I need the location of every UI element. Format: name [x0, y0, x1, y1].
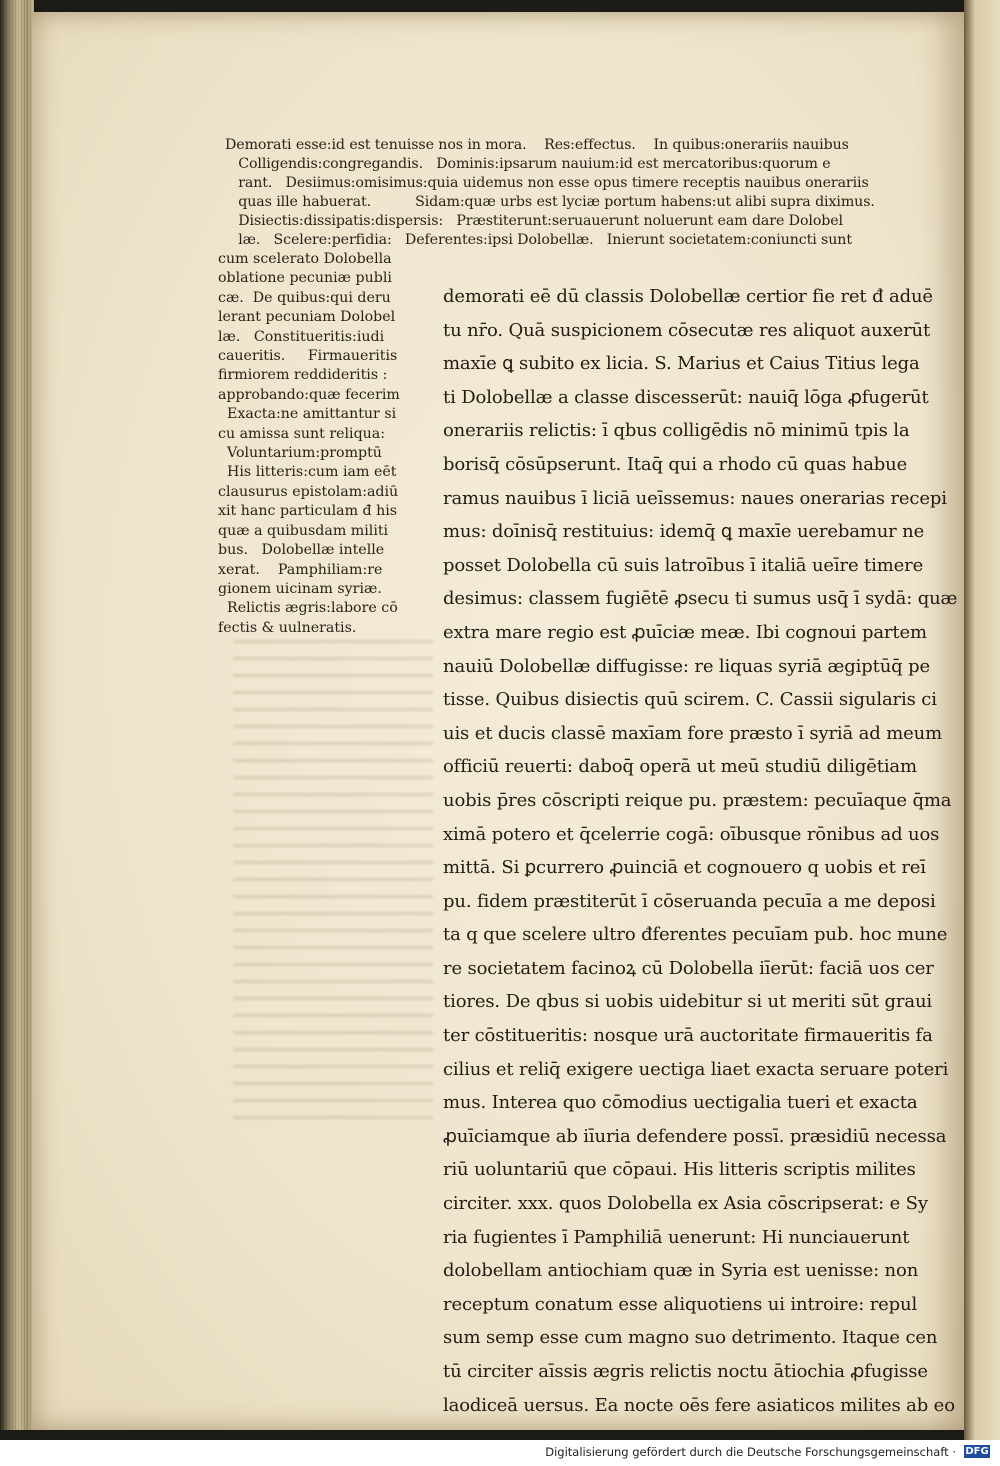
text-line: ter cōstitueritis: nosque urā auctoritate firmaueritis fa [443, 1025, 933, 1047]
text-line: cilius et reliq̄ exigere uectiga liaet exacta seruare poteri [443, 1058, 949, 1080]
funding-notice: Digitalisierung gefördert durch die Deutsche Forschungsgemeinschaft · [545, 1445, 956, 1459]
show-through-text [233, 640, 433, 1120]
commentary-line: xit hanc particulam đ his [218, 503, 398, 520]
commentary-line: firmiorem reddideritis : [218, 367, 388, 384]
main-text-column [443, 280, 958, 1422]
text-line: tiores. De qbus si uobis uidebitur si ut meriti sūt graui [443, 991, 933, 1013]
text-line: posset Dolobella cū suis latroībus ī italiā ueīre timere [443, 554, 924, 576]
commentary-top-block [225, 136, 910, 250]
commentary-line: Exacta:ne amittantur si [218, 406, 397, 423]
text-line: receptum conatum esse aliquotiens ui introire: repul [443, 1293, 918, 1315]
commentary-line: cu amissa sunt reliqua: [218, 425, 386, 442]
commentary-line: rant. Desiimus:omisimus:quia uidemus non esse opus timere receptis nauibus onerariis [225, 175, 869, 191]
text-line: tisse. Quibus disiectis quū scirem. C. Cassii sigularis ci [443, 689, 937, 711]
commentary-line: gionem uicinam syriæ. [218, 580, 382, 597]
text-line: onerariis relictis: ī qbus colligēdis nō minimū tpis la [443, 420, 910, 442]
commentary-line: bus. Dolobellæ intelle [218, 542, 385, 559]
commentary-line: lerant pecuniam Dolobel [218, 309, 396, 326]
text-line: demorati eē dū classis Dolobellæ certior fie ret đ aduē [443, 286, 933, 307]
text-line: mittā. Si ꝑcurrero ꝓuinciā et cognouero q uobis et reī [443, 857, 926, 879]
text-line: dolobellam antiochiam quæ in Syria est uenisse: non [443, 1260, 919, 1282]
commentary-line: clausurus epistolam:adiū [218, 483, 399, 500]
text-line: sum semp esse cum magno suo detrimento. Itaque cen [443, 1327, 938, 1349]
dfg-logo [962, 1444, 992, 1459]
commentary-line: approbando:quæ fecerim [218, 386, 400, 403]
footer-bar [0, 1440, 1000, 1466]
text-line: re societatem facinoꝝ cū Dolobella iīerūt: faciā uos cer [443, 957, 934, 979]
book-edge [0, 0, 34, 1430]
commentary-line: cum scelerato Dolobella [218, 251, 392, 267]
commentary-line: His litteris:cum iam eēt [218, 464, 397, 481]
commentary-line: quæ a quibusdam militi [218, 522, 389, 539]
commentary-line: Voluntarium:promptū [218, 445, 382, 462]
text-line: circiter. xxx. quos Dolobella ex Asia cōscripserat: e Sy [443, 1193, 928, 1215]
text-line: desimus: classem fugiētē ꝓsecu ti sumus usq̄ ī sydā: quæ [443, 588, 958, 610]
text-line: pu. fidem præstiterūt ī cōseruanda pecuīa a me deposi [443, 890, 936, 912]
text-line: ramus nauibus ī liciā ueīssemus: naues onerarias recepi [443, 487, 947, 509]
text-line: ta q que scelere ultro đferentes pecuīam pub. hoc mune [443, 924, 948, 946]
text-line: laodiceā uersus. Ea nocte oēs fere asiaticos milites ab eo [443, 1394, 955, 1416]
commentary-line: xerat. Pamphiliam:re [218, 561, 383, 578]
commentary-line: Disiectis:dissipatis:dispersis: Præstiterunt:seruauerunt noluerunt eam dare Dolobel [225, 213, 843, 229]
text-line: uis et ducis classē maxīam fore præsto ī syriā ad meum [443, 722, 942, 744]
commentary-line: Demorati esse:id est tenuisse nos in mora. Res:effectus. In quibus:onerariis nauibus [225, 137, 849, 153]
commentary-line: caueritis. Firmaueritis [218, 348, 398, 365]
commentary-line: Relictis ægris:labore cō [218, 600, 398, 617]
commentary-line: fectis & uulneratis. [218, 619, 357, 636]
text-line: borisq̄ cōsūpserunt. Itaq̄ qui a rhodo cū quas habue [443, 453, 908, 475]
text-line: ximā potero et q̄celerrie cogā: oībusque rōnibus ad uos [443, 823, 940, 845]
adjacent-page-edge [964, 0, 1000, 1440]
commentary-line: læ. Constitueritis:iudi [218, 328, 385, 345]
text-line: tū circiter aīssis ægris relictis noctu ātiochia ꝓfugisse [443, 1361, 928, 1382]
text-line: officiū reuerti: daboq̄ operā ut meū studiū diligētiam [443, 756, 917, 778]
commentary-line: læ. Scelere:perfidia: Deferentes:ipsi Dolobellæ. Inierunt societatem:coniuncti sunt [225, 232, 852, 248]
text-line: ꝓuīciamque ab iīuria defendere possī. præsidiū necessa [443, 1125, 947, 1147]
text-line: mus. Interea quo cōmodius uectigalia tueri et exacta [443, 1092, 918, 1114]
commentary-line: cæ. De quibus:qui deru [218, 289, 391, 306]
commentary-line: quas ille habuerat. Sidam:quæ urbs est lyciæ portum habens:ut alibi supra diximus. [225, 194, 875, 210]
text-line: riū uoluntariū que cōpaui. His litteris scriptis milites [443, 1159, 916, 1181]
text-line: ti Dolobellæ a classe discesserūt: nauiq̄ lōga ꝓfugerūt [443, 386, 929, 408]
text-line: ria fugientes ī Pamphiliā uenerunt: Hi nunciauerunt [443, 1226, 910, 1248]
text-line: extra mare regio est ꝓuīciæ meæ. Ibi cognoui partem [443, 621, 927, 643]
text-line: maxīe ꝗ subito ex licia. S. Marius et Caius Titius lega [443, 353, 920, 375]
text-line: nauiū Dolobellæ diffugisse: re liquas syriā ægiptūq̄ pe [443, 655, 930, 677]
dfg-logo-text: DFG [965, 1446, 989, 1457]
commentary-line: oblatione pecuniæ publi [218, 270, 392, 287]
commentary-line: Colligendis:congregandis. Dominis:ipsarum nauium:id est mercatoribus:quorum e [225, 156, 831, 172]
text-line: tu nr̄o. Quā suspicionem cōsecutæ res aliquot auxerūt [443, 319, 931, 341]
commentary-side-column [218, 250, 430, 638]
text-line: uobis p̄res cōscripti reique pu. præstem: pecuīaque q̄ma [443, 789, 952, 811]
text-line: mus: doīnisq̄ restituius: idemq̄ ꝗ maxīe uerebamur ne [443, 521, 925, 543]
